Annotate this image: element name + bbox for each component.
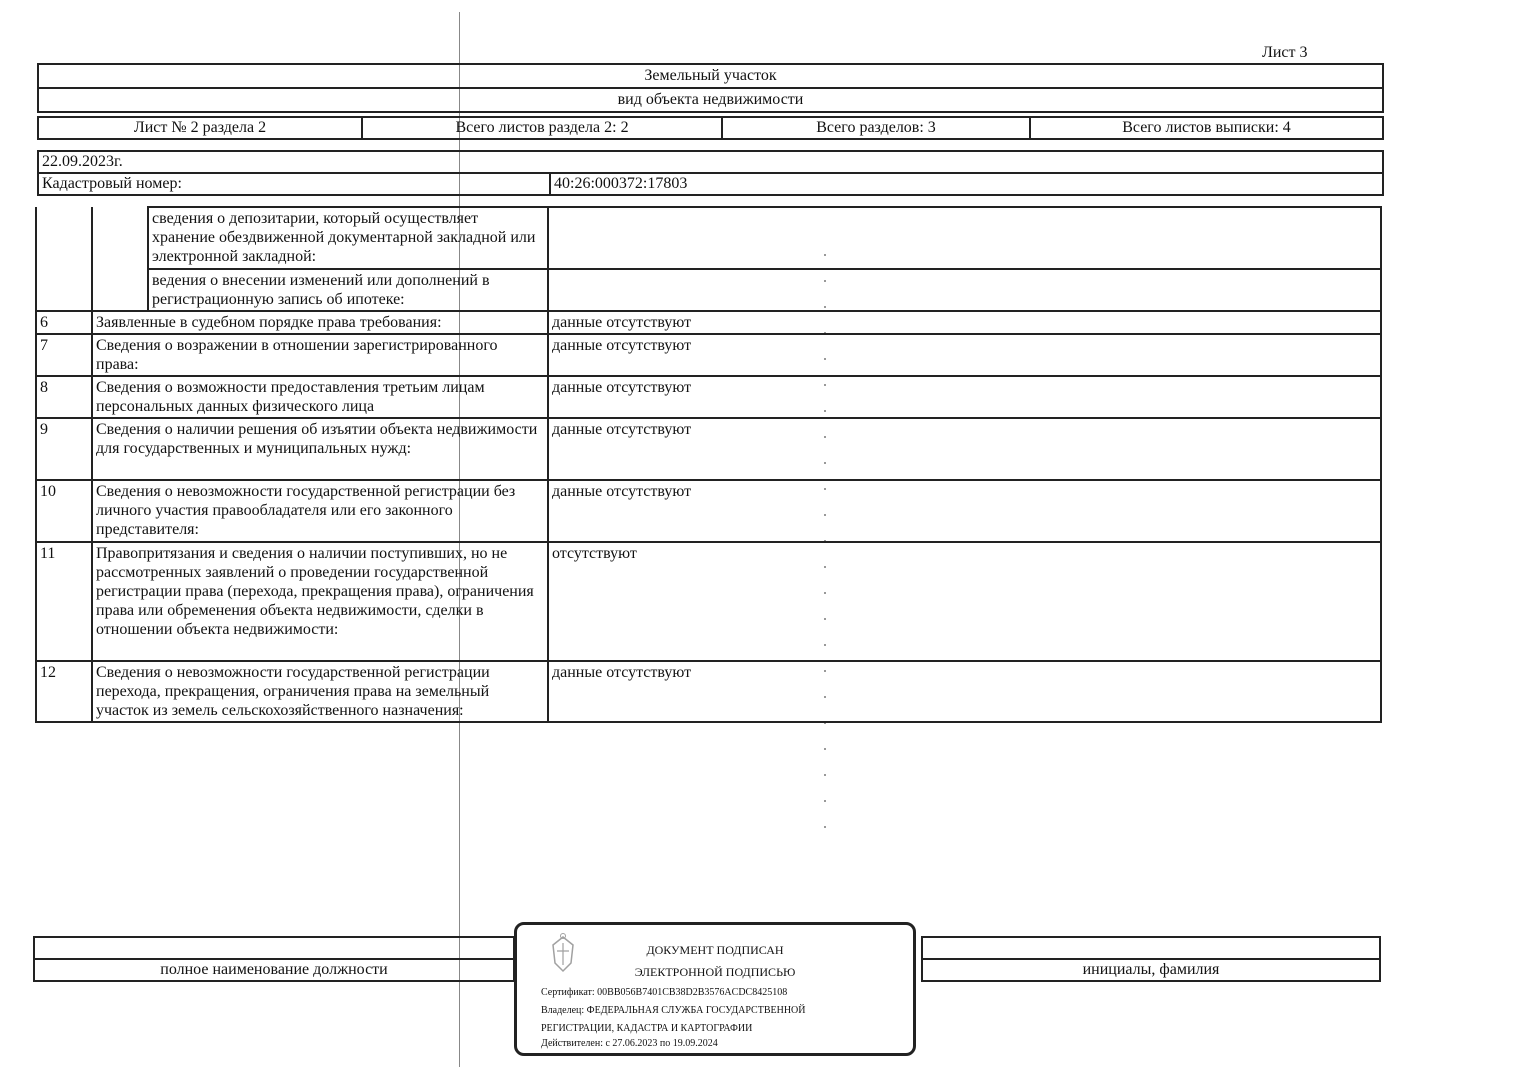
cadastral-table	[37, 150, 1384, 196]
row-value: данные отсутствуют	[548, 418, 1381, 480]
row-num: 10	[36, 480, 92, 542]
extract-sheets-total: Всего листов выписки: 4	[1030, 117, 1383, 139]
stamp-owner-2: РЕГИСТРАЦИИ, КАДАСТРА И КАРТОГРАФИИ	[541, 1023, 753, 1034]
row-num: 9	[36, 418, 92, 480]
row-mortgage-changes-text: ведения о внесении изменений или дополнений в регистрационную запись об ипотеке:	[148, 269, 548, 311]
row-value: данные отсутствуют	[548, 661, 1381, 722]
sheet-info-table	[37, 116, 1384, 140]
position-label: полное наименование должности	[34, 959, 514, 981]
stamp-owner-1: Владелец: ФЕДЕРАЛЬНАЯ СЛУЖБА ГОСУДАРСТВЕННОЙ	[541, 1005, 806, 1016]
row-num: 8	[36, 376, 92, 418]
e-signature-stamp	[514, 922, 916, 1056]
name-blank	[922, 937, 1380, 959]
object-header-table	[37, 63, 1384, 113]
stamp-certificate: Сертификат: 00BB056B7401CB38D2B3576ACDC8425108	[541, 987, 788, 998]
sheet-of-section: Лист № 2 раздела 2	[38, 117, 362, 139]
row-value: данные отсутствуют	[548, 334, 1381, 376]
row-depositary-value	[548, 207, 1381, 269]
cadastral-number: 40:26:000372:17803	[550, 173, 1383, 195]
position-blank	[34, 937, 514, 959]
row-value: данные отсутствуют	[548, 311, 1381, 334]
sheet-number: Лист 3	[1262, 44, 1308, 61]
row-num: 11	[36, 542, 92, 661]
row-text: Сведения о невозможности государственной регистрации перехода, прекращения, ограничения права на земельный участок из земель сельскохозяйственного назначения:	[92, 661, 548, 722]
row-text: Сведения о возможности предоставления третьим лицам персональных данных физического лица	[92, 376, 548, 418]
blank-num-cell	[36, 207, 92, 311]
extract-date: 22.09.2023г.	[38, 151, 1383, 173]
row-text: Правопритязания и сведения о наличии поступивших, но не рассмотренных заявлений о проведении государственной регистрации права (перехода, прекращения права), ограничения права или обременения объекта недвижимости, сделки в отношении объекта недвижимости:	[92, 542, 548, 661]
row-value: данные отсутствуют	[548, 480, 1381, 542]
stamp-title-2: ЭЛЕКТРОННОЙ ПОДПИСЬЮ	[634, 965, 796, 979]
row-mortgage-changes-value	[548, 269, 1381, 311]
stamp-validity: Действителен: с 27.06.2023 по 19.09.2024	[541, 1038, 718, 1049]
row-depositary-text: сведения о депозитарии, который осуществляет хранение обездвиженной документарной закладной или электронной закладной:	[148, 207, 548, 269]
name-label: инициалы, фамилия	[922, 959, 1380, 981]
row-text: Сведения о возражении в отношении зарегистрированного права:	[92, 334, 548, 376]
sections-total: Всего разделов: 3	[722, 117, 1030, 139]
row-text: Сведения о невозможности государственной регистрации без личного участия правообладателя или его законного представителя:	[92, 480, 548, 542]
row-value: отсутствуют	[548, 542, 1381, 661]
cadastral-label: Кадастровый номер:	[38, 173, 550, 195]
rights-table	[35, 206, 1382, 723]
row-value: данные отсутствуют	[548, 376, 1381, 418]
row-num: 7	[36, 334, 92, 376]
section-sheets-total: Всего листов раздела 2: 2	[362, 117, 722, 139]
object-kind-label: вид объекта недвижимости	[38, 88, 1383, 112]
row-num: 6	[36, 311, 92, 334]
row-text: Сведения о наличии решения об изъятии объекта недвижимости для государственных и муниципальных нужд:	[92, 418, 548, 480]
object-type: Земельный участок	[38, 64, 1383, 88]
stamp-title-1: ДОКУМЕНТ ПОДПИСАН	[646, 943, 784, 957]
blank-indent-cell	[92, 207, 148, 311]
row-num: 12	[36, 661, 92, 722]
row-text: Заявленные в судебном порядке права требования:	[92, 311, 548, 334]
